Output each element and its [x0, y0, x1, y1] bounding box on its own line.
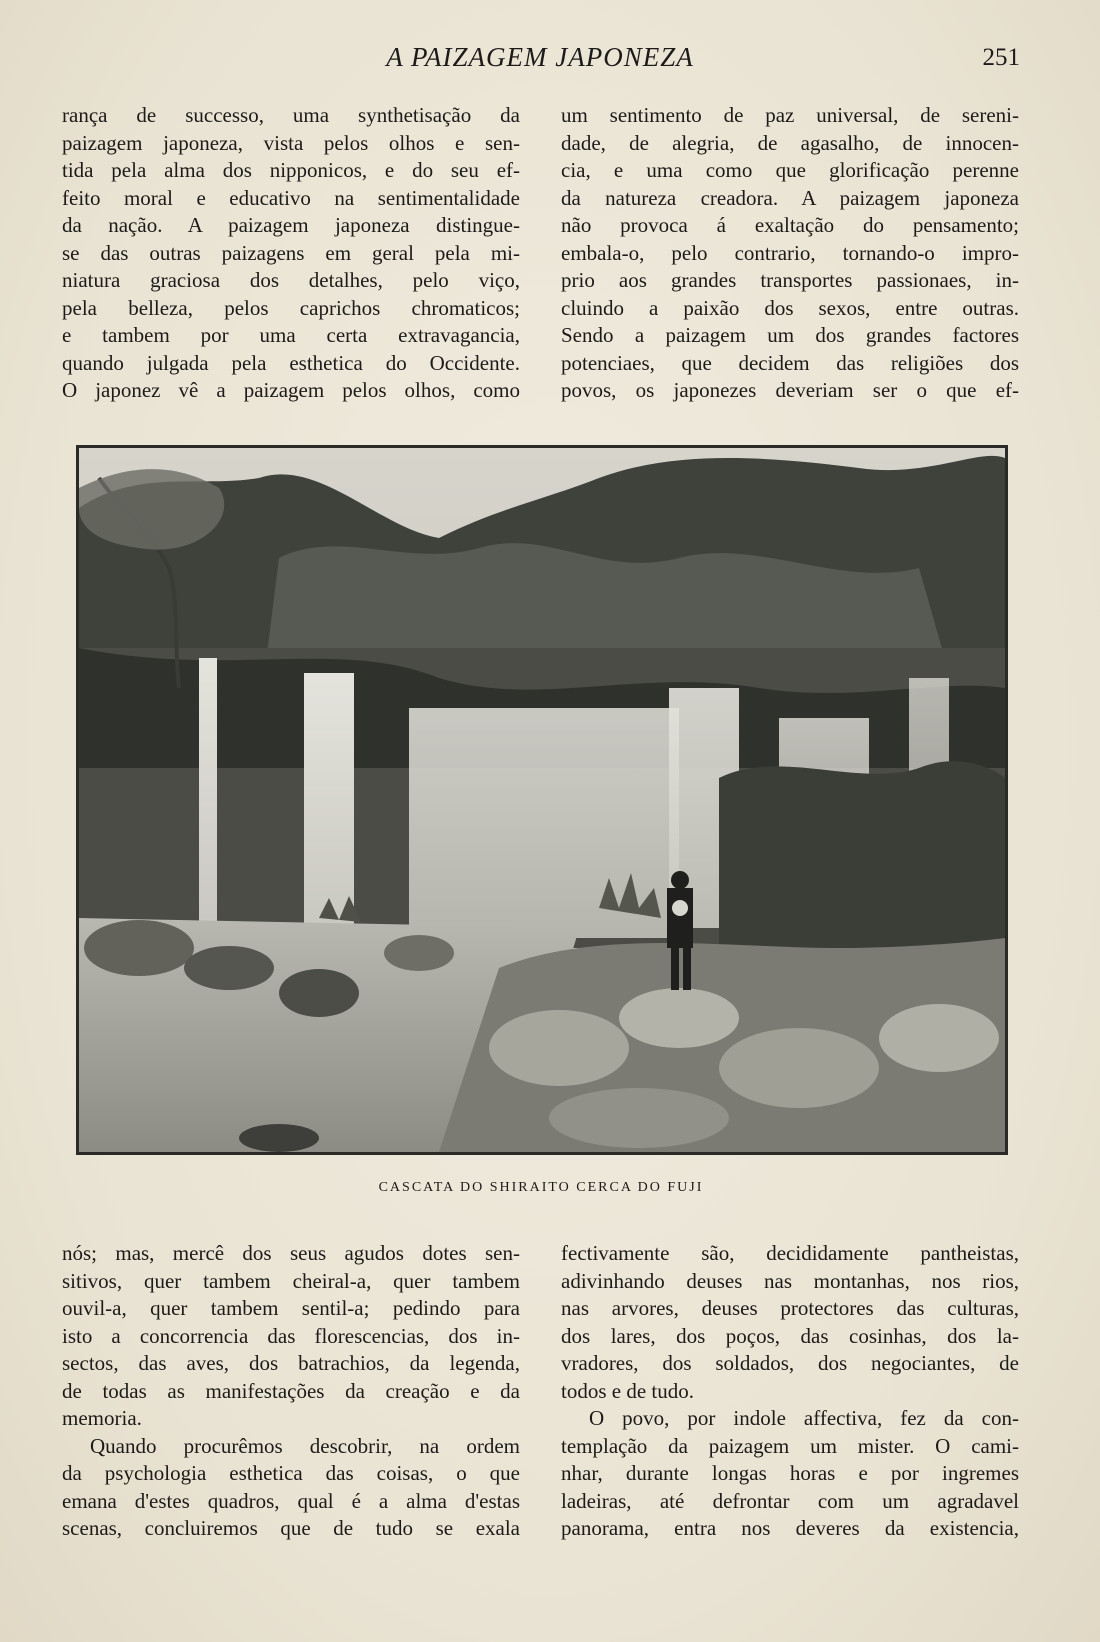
text-line: de todas as manifestações da creação e da — [62, 1378, 520, 1403]
text-column-top-left — [62, 102, 520, 405]
text-line: da psychologia esthetica das coisas, o que — [62, 1461, 520, 1485]
text-line: dos lares, dos poços, das cosinhas, dos la- — [561, 1323, 1019, 1348]
text-line: se das outras paizagens em geral pela mi- — [62, 240, 520, 265]
text-line: Sendo a paizagem um dos grandes factores — [561, 323, 1019, 347]
text-line: adivinhando deuses nas montanhas, nos rios, — [561, 1268, 1019, 1293]
text-column-bottom-right — [561, 1240, 1019, 1543]
text-line: nós; mas, mercê dos seus agudos dotes sen- — [62, 1241, 520, 1265]
text-line: todos e de tudo. — [561, 1378, 694, 1403]
text-line: O povo, por indole affectiva, fez da con- — [589, 1406, 1019, 1430]
page-number: 251 — [982, 44, 1020, 71]
text-line: potenciaes, que decidem das religiões dos — [561, 350, 1019, 375]
text-line: rança de successo, uma synthetisação da — [62, 103, 520, 127]
text-line: sectos, das aves, dos batrachios, da legenda, — [62, 1351, 520, 1375]
text-line: emana d'estes quadros, qual é a alma d'estas — [62, 1488, 520, 1513]
text-line: niatura graciosa dos detalhes, pelo viço, — [62, 268, 520, 292]
text-line: quando julgada pela esthetica do Occidente. — [62, 350, 520, 375]
text-line: panorama, entra nos deveres da existencia, — [561, 1516, 1019, 1540]
text-line: paizagem japoneza, vista pelos olhos e sen- — [62, 130, 520, 155]
text-line: ouvil-a, quer tambem sentil-a; pedindo para — [62, 1296, 520, 1320]
text-line: feito moral e educativo na sentimentalidade — [62, 185, 520, 210]
running-head — [60, 42, 1020, 82]
text-line: tida pela alma dos nipponicos, e do seu ef- — [62, 158, 520, 182]
running-title: A PAIZAGEM JAPONEZA — [386, 42, 694, 72]
text-line: O japonez vê a paizagem pelos olhos, como — [62, 378, 520, 402]
text-line: povos, os japonezes deveriam ser o que ef- — [561, 378, 1019, 402]
text-column-bottom-left — [62, 1240, 520, 1543]
text-line: não provoca á exaltação do pensamento; — [561, 213, 1019, 237]
text-line: cluindo a paixão dos sexos, entre outras. — [561, 295, 1019, 320]
text-line: templação da paizagem um mister. O cami- — [561, 1433, 1019, 1458]
text-line: isto a concorrencia das florescencias, dos in- — [62, 1323, 520, 1348]
text-line: e tambem por uma certa extravagancia, — [62, 323, 520, 347]
text-line: vradores, dos soldados, dos negociantes, de — [561, 1351, 1019, 1375]
text-line: da nação. A paizagem japoneza distingue- — [62, 213, 520, 237]
waterfall-photograph — [76, 445, 1008, 1155]
figure-caption: CASCATA DO SHIRAITO CERCA DO FUJI — [378, 1180, 704, 1195]
text-line: nas arvores, deuses protectores das culturas, — [561, 1296, 1019, 1320]
text-line: pela belleza, pelos caprichos chromaticos; — [62, 295, 520, 320]
photo-illustration — [79, 448, 1005, 1152]
text-column-top-right — [561, 102, 1019, 405]
text-line: um sentimento de paz universal, de sereni- — [561, 103, 1019, 127]
text-line: prio aos grandes transportes passionaes, in- — [561, 268, 1019, 292]
text-line: sitivos, quer tambem cheiral-a, quer tambem — [62, 1268, 520, 1293]
text-line: cia, e uma como que glorificação perenne — [561, 158, 1019, 182]
text-line: da natureza creadora. A paizagem japoneza — [561, 185, 1019, 210]
text-line: nhar, durante longas horas e por ingremes — [561, 1461, 1019, 1485]
text-line: scenas, concluiremos que de tudo se exala — [62, 1516, 520, 1540]
text-line: ladeiras, até defrontar com um agradavel — [561, 1488, 1019, 1513]
text-line: dade, de alegria, de agasalho, de innocen- — [561, 130, 1019, 155]
text-line: memoria. — [62, 1406, 142, 1430]
text-line: Quando procurêmos descobrir, na ordem — [90, 1433, 520, 1458]
text-line: fectivamente são, decididamente pantheistas, — [561, 1241, 1019, 1265]
text-line: embala-o, pelo contrario, tornando-o impro- — [561, 240, 1019, 265]
